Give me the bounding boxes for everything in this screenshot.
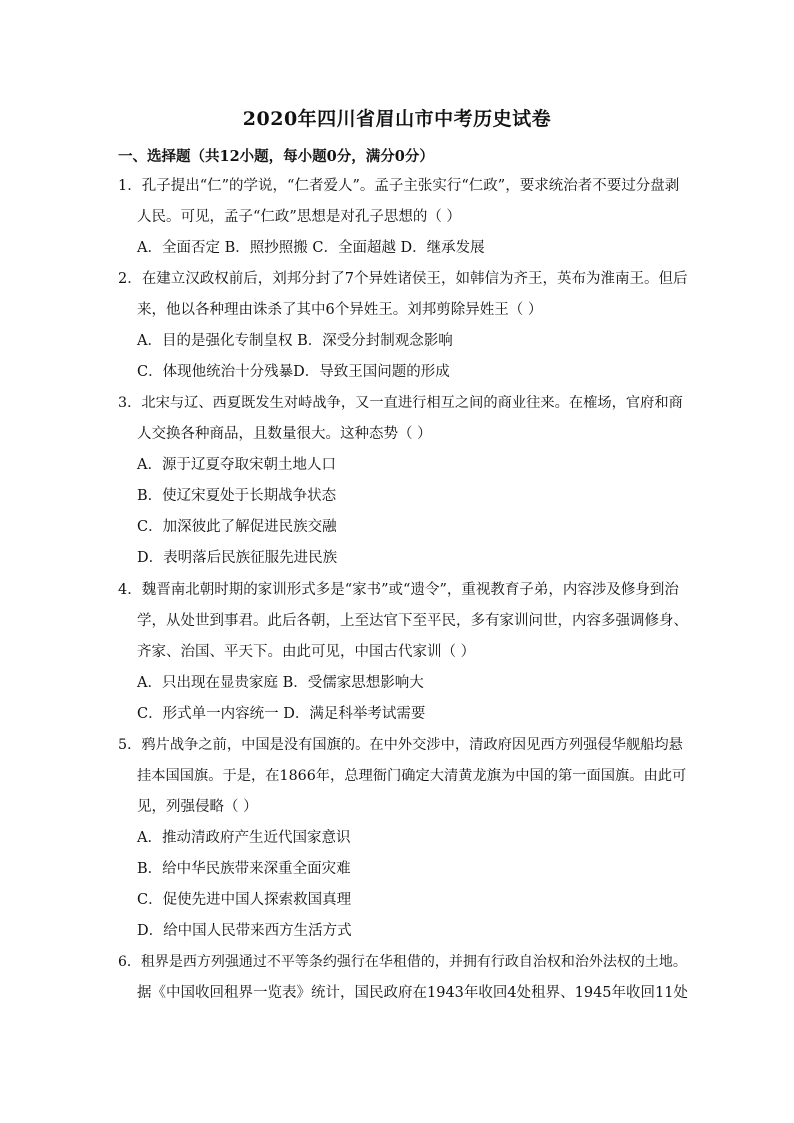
question-4-stem-line-2: 学，从处世到事君。此后各朝，上至达官下至平民，多有家训问世，内容多强调修身、 bbox=[137, 613, 688, 629]
question-2-stem-line-1: 2．在建立汉政权前后，刘邦分封了7个异姓诸侯王，如韩信为齐王，英布为淮南王。但后 bbox=[118, 271, 688, 287]
question-4-stem-line-1: 4．魏晋南北朝时期的家训形式多是“家书”或“遗令”，重视教育子弟，内容涉及修身到治 bbox=[118, 582, 679, 598]
question-6-stem-line-2: 据《中国收回租界一览表》统计，国民政府在1943年收回4处租界、1945年收回11处 bbox=[137, 985, 688, 1001]
page-title: 2020年四川省眉山市中考历史试卷 bbox=[242, 108, 552, 130]
question-5-option-c: C．促使先进中国人探索救国真理 bbox=[137, 892, 352, 908]
question-5-option-d: D．给中国人民带来西方生活方式 bbox=[137, 923, 352, 939]
question-3-option-c: C．加深彼此了解促进民族交融 bbox=[137, 519, 337, 535]
question-2-options-line-2: C．体现他统治十分残暴D．导致王国问题的形成 bbox=[137, 364, 450, 380]
question-5-stem-line-3: 见，列强侵略（ ） bbox=[137, 799, 258, 815]
question-3-stem-line-2: 人交换各种商品，且数量很大。这种态势（ ） bbox=[137, 426, 432, 442]
question-3-option-a: A．源于辽夏夺取宋朝土地人口 bbox=[137, 457, 336, 473]
section-heading: 一、选择题（共12小题，每小题0分，满分0分） bbox=[118, 148, 434, 165]
question-2-stem-line-2: 来，他以各种理由诛杀了其中6个异姓王。刘邦剪除异姓王（ ） bbox=[137, 302, 543, 318]
question-3-option-b: B．使辽宋夏处于长期战争状态 bbox=[137, 488, 337, 504]
question-5-option-a: A．推动清政府产生近代国家意识 bbox=[137, 830, 351, 846]
question-4-stem-line-3: 齐家、治国、平天下。由此可见，中国古代家训（ ） bbox=[137, 644, 476, 660]
question-6-stem-line-1: 6．租界是西方列强通过不平等条约强行在华租借的，并拥有行政自治权和治外法权的土地。 bbox=[118, 954, 687, 970]
question-2-options-line-1: A．目的是强化专制皇权 B．深受分封制观念影响 bbox=[137, 333, 453, 349]
question-5-stem-line-2: 挂本国国旗。于是，在1866年，总理衙门确定大清黄龙旗为中国的第一面国旗。由此可 bbox=[137, 768, 687, 784]
question-4-options-line-2: C．形式单一内容统一 D．满足科举考试需要 bbox=[137, 706, 426, 722]
question-3-stem-line-1: 3．北宋与辽、西夏既发生对峙战争，又一直进行相互之间的商业往来。在榷场，官府和商 bbox=[118, 395, 683, 411]
question-5-stem-line-1: 5．鸦片战争之前，中国是没有国旗的。在中外交涉中，清政府因见西方列强侵华舰船均悬 bbox=[118, 737, 683, 753]
question-1-stem-line-2: 人民。可见，孟子“仁政”思想是对孔子思想的（ ） bbox=[137, 209, 461, 225]
question-3-option-d: D．表明落后民族征服先进民族 bbox=[137, 550, 338, 566]
question-4-options-line-1: A．只出现在显贵家庭 B．受儒家思想影响大 bbox=[137, 675, 424, 691]
question-1-stem-line-1: 1．孔子提出“仁”的学说，“仁者爱人”。孟子主张实行“仁政”，要求统治者不要过分盘剥 bbox=[118, 178, 680, 194]
question-5-option-b: B．给中华民族带来深重全面灾难 bbox=[137, 861, 351, 877]
question-1-options: A．全面否定 B．照抄照搬 C．全面超越 D．继承发展 bbox=[137, 240, 485, 256]
